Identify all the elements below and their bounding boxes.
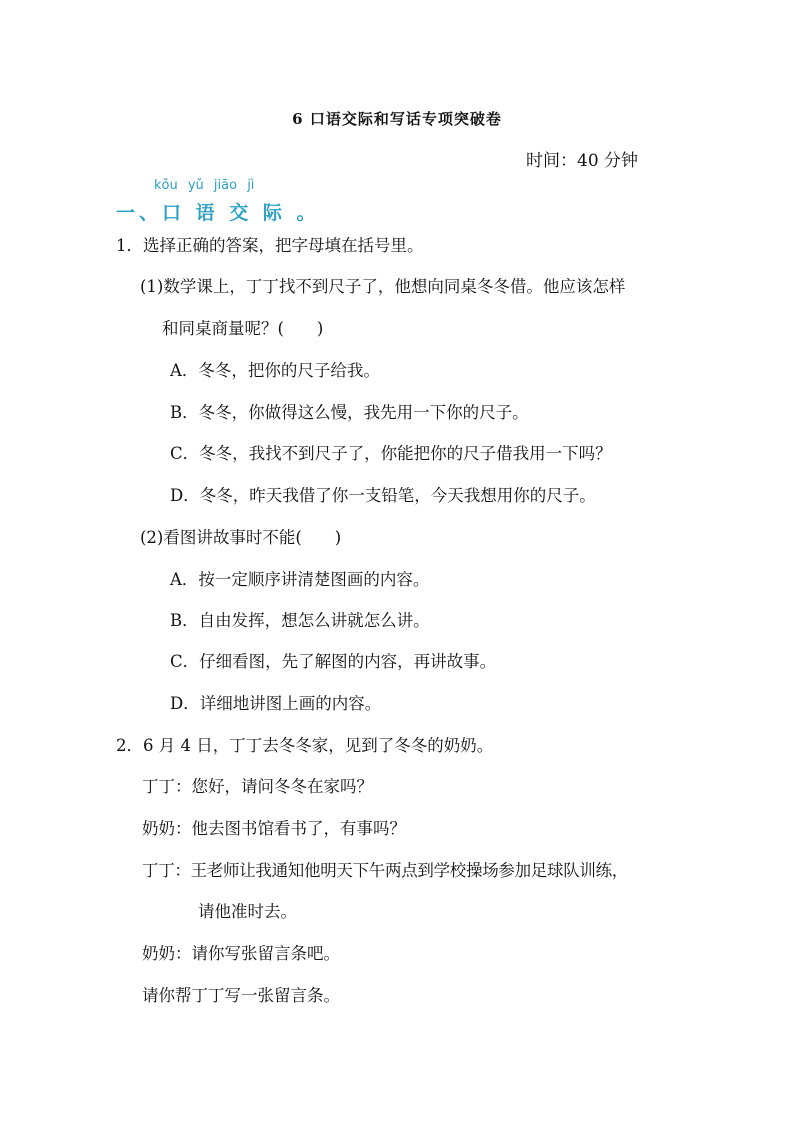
option-1-2-a: A．按一定顺序讲清楚图画的内容。 xyxy=(170,570,430,589)
option-1-2-c: C．仔细看图，先了解图的内容，再讲故事。 xyxy=(170,652,497,671)
dialog-line: 奶奶：他去图书馆看书了，有事吗？ xyxy=(142,819,406,838)
option-1-1-c: C．冬冬，我找不到尺子了，你能把你的尺子借我用一下吗？ xyxy=(170,444,612,463)
question-1-stem: 1．选择正确的答案，把字母填在括号里。 xyxy=(116,236,424,255)
page-title: 6 口语交际和写话专项突破卷 xyxy=(292,110,502,128)
question-1-1-line2: 和同桌商量呢？( ) xyxy=(162,319,324,338)
option-1-1-d: D．冬冬，昨天我借了你一支铅笔，今天我想用你的尺子。 xyxy=(170,486,596,505)
option-1-2-d: D．详细地讲图上画的内容。 xyxy=(170,694,382,713)
dialog-line: 丁丁：王老师让我通知他明天下午两点到学校操场参加足球队训练， xyxy=(142,861,629,880)
dialog-line: 奶奶：请你写张留言条吧。 xyxy=(142,944,340,963)
option-1-2-b: B．自由发挥，想怎么讲就怎么讲。 xyxy=(170,611,430,630)
question-1-1-line1: (1)数学课上，丁丁找不到尺子了，他想向同桌冬冬借。他应该怎样 xyxy=(140,277,626,296)
question-1-2-line1: (2)看图讲故事时不能( ) xyxy=(140,528,342,547)
time-limit: 时间：40 分钟 xyxy=(526,151,639,171)
question-2-stem: 2．6 月 4 日，丁丁去冬冬家，见到了冬冬的奶奶。 xyxy=(116,736,494,755)
option-1-1-b: B．冬冬，你做得这么慢，我先用一下你的尺子。 xyxy=(170,403,529,422)
option-1-1-a: A．冬冬，把你的尺子给我。 xyxy=(170,361,380,380)
dialog-line: 请他准时去。 xyxy=(198,902,297,921)
dialog-line: 丁丁：您好，请问冬冬在家吗？ xyxy=(142,777,373,796)
section-heading: 一、口 语 交 际 。 xyxy=(116,202,320,224)
section-pinyin: kǒu yǔ jiāo jì xyxy=(154,178,255,193)
question-2-task: 请你帮丁丁写一张留言条。 xyxy=(142,986,340,1005)
